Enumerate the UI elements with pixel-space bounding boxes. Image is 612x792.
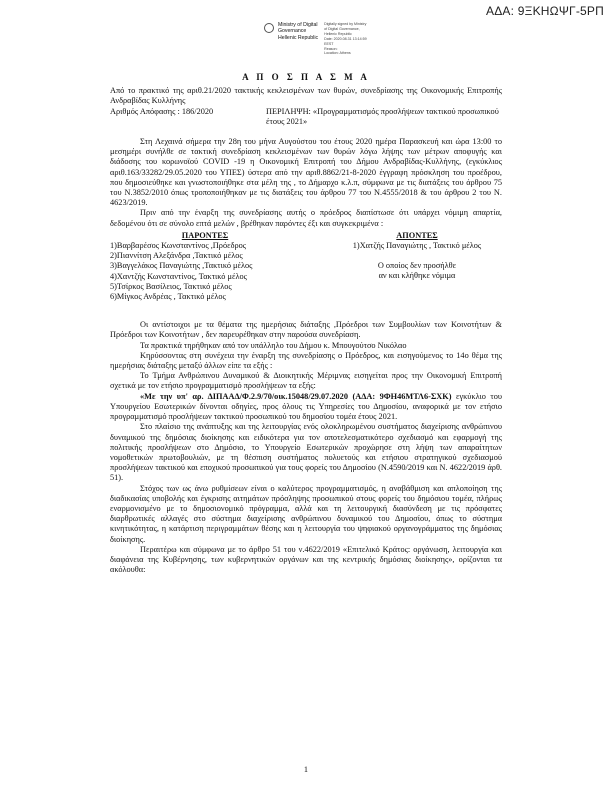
paragraph-presidents: Οι αντίστοιχοι με τα θέματα της ημερήσιας διάταξης ,Πρόεδροι των Συμβουλίων των Κοινοτήτων & Πρόεδροι των Κοινοτήτων , δεν παρευρέθηκαν στην παρούσα συνεδρίαση. (110, 320, 502, 340)
present-heading: ΠΑΡΟΝΤΕΣ (181, 230, 229, 240)
state-emblem-icon (264, 23, 274, 33)
paragraph-goal: Στόχος των ως άνω ρυθμίσεων είναι ο καλύτερος προγραμματισμός, η αναβάθμιση και απλοποίηση της διαδικασίας υποβολής και έγκρισης αιτημάτων πρόσληψης προσωπικού στους φορείς του δημόσιου τομέα, πλήρως εναρμονισμένο με το δημοσιονομικό πρόγραμμα, αλλά και τη λειτουργική διασύνδεση με τις πρόσφατες διαρθρωτικές αλλαγές στο σύστημα διαχείρισης ανθρώπινου δυναμικού του Δημοσίου, όπως το σύστημα κινητικότητας, η κατάρτιση περιγραμμάτων θέσης και η λειτουργία του ψηφιακού οργανογράμματος της δημόσιας διοίκησης. (110, 483, 502, 544)
present-member: 1)Βαρβαρέσος Κωνσταντίνος ,Πρόεδρος (110, 241, 247, 251)
paragraph-opening: Κηρύσσοντας στη συνέχεια την έναρξη της συνεδρίασης ο Πρόεδρος, και εισηγούμενος το 14ο θέμα της ημερήσιας διάταξης μεταξύ άλλων είπε τα εξής : (110, 350, 502, 371)
document-body (110, 72, 502, 575)
paragraph-quorum: Πριν από την έναρξη της συνεδρίασης αυτής ο πρόεδρος διαπίστωσε ότι υπάρχει νόμιμη απαρτία, δεδομένου ότι σε σύνολο επτά μελών , βρέθηκαν παρόντες έξι και συγκεκριμένα : (110, 208, 502, 228)
absent-column (332, 231, 502, 302)
absent-member: 1)Χατζής Παναγιώτης , Τακτικό μέλος (352, 241, 482, 251)
absent-note: Ο οποίος δεν προσήλθε (377, 261, 457, 271)
present-member: 4)Χαντζής Κωνσταντίνος, Τακτικό μέλος (110, 271, 247, 281)
subject-summary: ΠΕΡΙΛΗΨΗ: «Προγραμματισμός προσλήψεων τακτικού προσωπικού έτους 2021» (266, 106, 499, 126)
decision-number: Αριθμός Απόφασης : 186/2020 (110, 106, 214, 116)
present-member: 6)Μίγκος Ανδρέας , Τακτικό μέλος (110, 292, 226, 302)
present-member: 3)Βαγγελάκος Παναγιώτης ,Τακτικό μέλος (110, 261, 253, 271)
absent-heading: ΑΠΟΝΤΕΣ (396, 230, 438, 240)
paragraph-framework: Στο πλαίσιο της ανάπτυξης και της λειτουργίας ενός ολοκληρωμένου συστήματος διαχείρισης ανθρώπινου δυναμικού της δημόσιας διοίκησης και ειδικότερα για τον αποτελεσματικότερο σχεδιασμό και εφαρμογή της πολιτικής προσλήψεων στο Δημόσιο, το Υπουργείο Εσωτερικών προχώρησε στη λήψη των απαραίτητων νομοθετικών πρωτοβουλιών, με τη θέσπιση συστήματος πολυετούς και ετήσιου στρατηγικού σχεδιασμού προσλήψεων τακτικού και εποχικού προσωπικού για τους φορείς του Δημοσίου (Ν.4590/2019 και Ν. 4622/2019 άρθ. 51). (110, 422, 502, 483)
paragraph-minutes: Τα πρακτικά τηρήθηκαν από τον υπάλληλο του Δήμου κ. Μπουγούτσο Νικόλαο (140, 340, 407, 350)
ada-code: ΑΔΑ: 9ΞΚΗΩΨΓ-5ΡΠ (486, 4, 604, 18)
document-title: Α Π Ο Σ Π Α Σ Μ Α (242, 72, 370, 82)
digital-signature-header (264, 22, 444, 56)
present-member: 5)Τσίρκος Βασίλειος, Τακτικό μέλος (110, 281, 232, 291)
paragraph-meeting: Στη Λεχαινά σήμερα την 28η του μήνα Αυγούστου του έτους 2020 ημέρα Παρασκευή και ώρα 13:00 το μεσημέρι συνήλθε σε τακτική συνεδρίαση κεκλεισμένων των θυρών λόγω λήψης των μέτρων αποφυγής και διάδοσης του κορωνοϊού COVID -19 η Οικονομική Επιτροπή του Δήμου Ανδραβίδας-Κυλλήνης, (εγκύκλιος αριθ.163/33282/29.05.2020 του ΥΠΕΣ) ύστερα από την αριθ.8862/21-8-2020 έγγραφη πρόσκληση του προέδρου, που δημοσιεύθηκε και γνωστοποιήθηκε στα μέλη της , το Δήμαρχο κ.λ.π, σύμφωνα με τις διατάξεις του άρθρου 75 του Ν.3852/2010 όπως τροποποιήθηκαν με τις διατάξεις του άρθρου 77 του Ν.4555/2018 & του άρθρου 2 του Ν. 4623/2019. (110, 137, 502, 208)
page-number: 1 (303, 765, 309, 774)
paragraph-department: Το Τμήμα Ανθρώπινου Δυναμικού & Διοικητικής Μέριμνας εισηγείται προς την Οικονομική Επιτροπή σχετικά με τον ετήσιο προγραμματισμό προσλήψεων τα εξής: (110, 371, 502, 391)
present-member: 2)Πιαννίτση Αλεξάνδρα ,Τακτικό μέλος (110, 251, 243, 261)
paragraph-circular: «Με την υπ' αρ. ΔΙΠΑΑΔ/Φ.2.9/70/οικ.15048/29.07.2020 (ΑΔΑ: 9ΦΗ46ΜΤΛ6-ΣΧΚ) εγκύκλιο του Υπουργείου Εσωτερικών δίνονται οδηγίες, προς όλους τις Υπηρεσίες του Δημοσίου, αναφορικά με τον ετήσιο προγραμματισμό προσλήψεων τακτικού προσωπικού του δημοσίου τομέα έτους 2021. (110, 391, 502, 422)
ministry-label: Ministry of Digital Governance Hellenic Republic (278, 22, 319, 41)
intro-paragraph: Από το πρακτικό της αριθ.21/2020 τακτικής κεκλεισμένων των θυρών, συνεδρίασης της Οικονομικής Επιτροπής Ανδραβίδας Κυλλήνης (110, 86, 502, 106)
absent-note: αν και κλήθηκε νόμιμα (378, 271, 456, 281)
attendance-table (110, 231, 502, 302)
decision-line (110, 107, 502, 127)
circular-reference: «Με την υπ' αρ. ΔΙΠΑΑΔ/Φ.2.9/70/οικ.15048/29.07.2020 (ΑΔΑ: 9ΦΗ46ΜΤΛ6-ΣΧΚ) (140, 391, 452, 401)
paragraph-article: Περαιτέρω και σύμφωνα με το άρθρο 51 του ν.4622/2019 «Επιτελικό Κράτος: οργάνωση, λειτουργία και διαφάνεια της Κυβέρνησης, των κυβερνητικών οργάνων και της κεντρικής δημόσιας διοίκησης», ορίζονται τα ακόλουθα: (110, 544, 502, 575)
signature-details: Digitally signed by Ministry of Digital Governance, Hellenic Republic Date: 2020.08.31 13:14:59 EEST Reason: Location: Athens (324, 22, 367, 56)
present-column (110, 231, 300, 302)
